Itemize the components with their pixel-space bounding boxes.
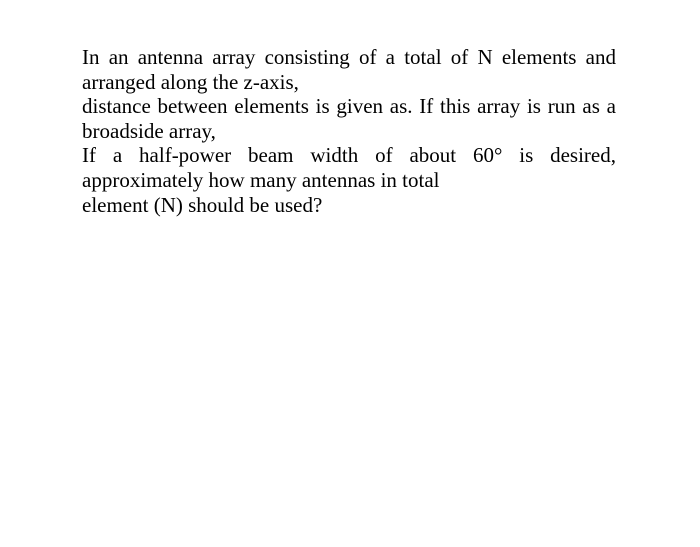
question-line-4: broadside array,	[82, 118, 216, 143]
question-line-5: If a half-power beam width of about 60° is desired,	[82, 143, 616, 168]
question-line-1: In an antenna array consisting of a total of N elements and	[82, 45, 616, 69]
question-line-3: distance between elements is given as. If this array is run as a	[82, 94, 616, 119]
question-line-6: approximately how many antennas in total	[82, 167, 440, 192]
question-line-7: element (N) should be used?	[82, 192, 323, 217]
question-line-2: arranged along the z-axis,	[82, 69, 299, 94]
question-text	[82, 45, 616, 217]
question-paragraph	[82, 45, 616, 217]
